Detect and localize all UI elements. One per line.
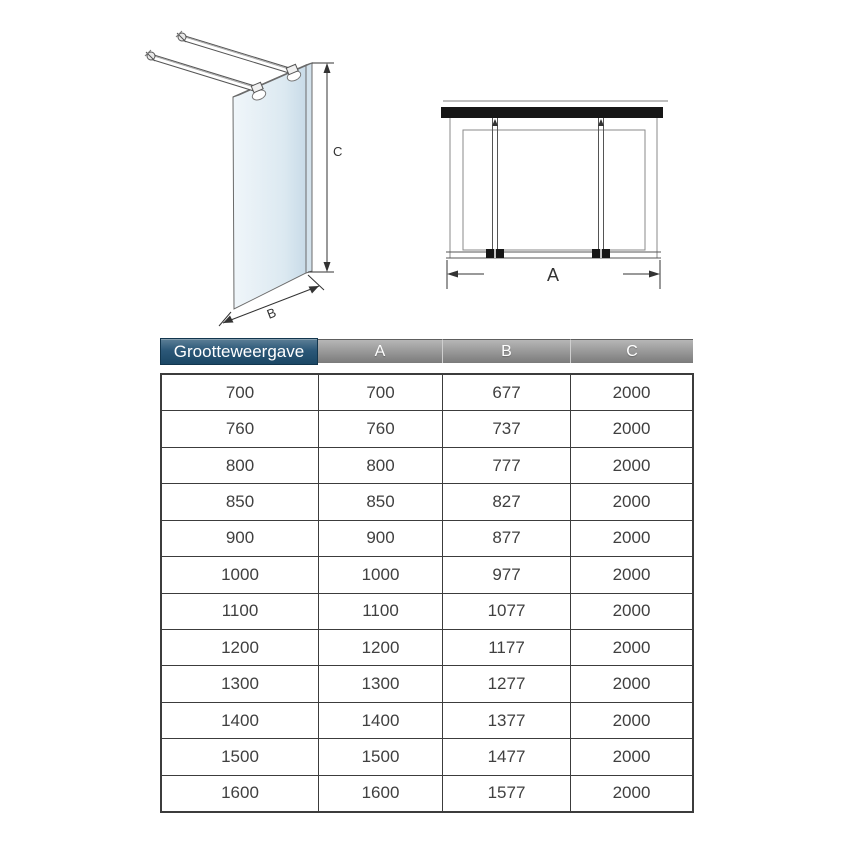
cell-a: 1100 <box>319 594 443 629</box>
cell-b: 1177 <box>443 630 571 665</box>
cell-b: 877 <box>443 521 571 556</box>
support-bar-left <box>492 118 498 250</box>
table-row <box>162 484 692 520</box>
cell-c: 2000 <box>612 564 651 584</box>
size-table-header <box>160 338 694 365</box>
cell-size: 1500 <box>162 739 319 774</box>
col-header-a: A <box>318 339 442 363</box>
cell-b: 1377 <box>443 703 571 738</box>
table-row <box>162 703 692 739</box>
cell-c: 2000 <box>612 455 651 475</box>
cell-size: 760 <box>162 411 319 446</box>
cell-c: 2000 <box>612 783 651 803</box>
wall-bracket-front <box>145 50 155 61</box>
bottom-rail <box>446 252 661 258</box>
support-bar-rear <box>183 37 291 71</box>
dimension-b-label: B <box>264 304 279 322</box>
cell-b: 977 <box>443 557 571 592</box>
size-table <box>160 338 694 813</box>
cell-a: 1200 <box>319 630 443 665</box>
wall-bracket-rear <box>176 31 186 42</box>
cell-c: 2000 <box>612 710 651 730</box>
cell-b: 1277 <box>443 666 571 701</box>
table-row <box>162 666 692 702</box>
cell-size: 1100 <box>162 594 319 629</box>
cell-c: 2000 <box>612 528 651 548</box>
cell-size: 1600 <box>162 776 319 811</box>
cell-b: 1477 <box>443 739 571 774</box>
cell-b: 777 <box>443 448 571 483</box>
glass-panel <box>233 65 306 309</box>
cell-a: 1600 <box>319 776 443 811</box>
cell-c: 2000 <box>612 746 651 766</box>
table-row <box>162 448 692 484</box>
cell-b: 827 <box>443 484 571 519</box>
cell-c: 2000 <box>612 491 651 511</box>
isometric-view-diagram <box>128 23 378 338</box>
dimension-c-label: C <box>333 144 343 159</box>
cell-size: 900 <box>162 521 319 556</box>
cell-b: 737 <box>443 411 571 446</box>
table-row <box>162 557 692 593</box>
cell-size: 850 <box>162 484 319 519</box>
cell-size: 1400 <box>162 703 319 738</box>
wall-profile-bar <box>441 107 663 118</box>
cell-a: 1000 <box>319 557 443 592</box>
cell-a: 850 <box>319 484 443 519</box>
support-bar-right <box>598 118 604 250</box>
col-header-c: C <box>570 339 693 363</box>
cell-b: 1577 <box>443 776 571 811</box>
table-row <box>162 739 692 775</box>
top-view-diagram <box>432 92 677 297</box>
col-header-b: B <box>442 339 570 363</box>
glass-panel-edge <box>306 63 312 273</box>
cell-a: 700 <box>319 375 443 410</box>
size-table-body <box>160 373 694 813</box>
cell-size: 1200 <box>162 630 319 665</box>
cell-a: 800 <box>319 448 443 483</box>
cell-a: 760 <box>319 411 443 446</box>
cell-c: 2000 <box>612 637 651 657</box>
cell-b: 1077 <box>443 594 571 629</box>
cell-c: 2000 <box>612 419 651 439</box>
dimension-a-label: A <box>547 265 560 285</box>
cell-size: 1300 <box>162 666 319 701</box>
table-row <box>162 521 692 557</box>
cell-size: 1000 <box>162 557 319 592</box>
cell-c: 2000 <box>612 382 651 402</box>
table-row <box>162 375 692 411</box>
col-header-size: Grootteweergave <box>160 338 318 365</box>
cell-size: 800 <box>162 448 319 483</box>
table-row <box>162 594 692 630</box>
cell-size: 700 <box>162 375 319 410</box>
support-bar-front <box>152 56 256 89</box>
cell-a: 1400 <box>319 703 443 738</box>
table-row <box>162 776 692 811</box>
cell-a: 1500 <box>319 739 443 774</box>
table-row <box>162 630 692 666</box>
cell-a: 900 <box>319 521 443 556</box>
table-row <box>162 411 692 447</box>
cell-a: 1300 <box>319 666 443 701</box>
glass-outline <box>450 118 657 258</box>
cell-c: 2000 <box>612 674 651 694</box>
cell-c: 2000 <box>612 601 651 621</box>
cell-b: 677 <box>443 375 571 410</box>
